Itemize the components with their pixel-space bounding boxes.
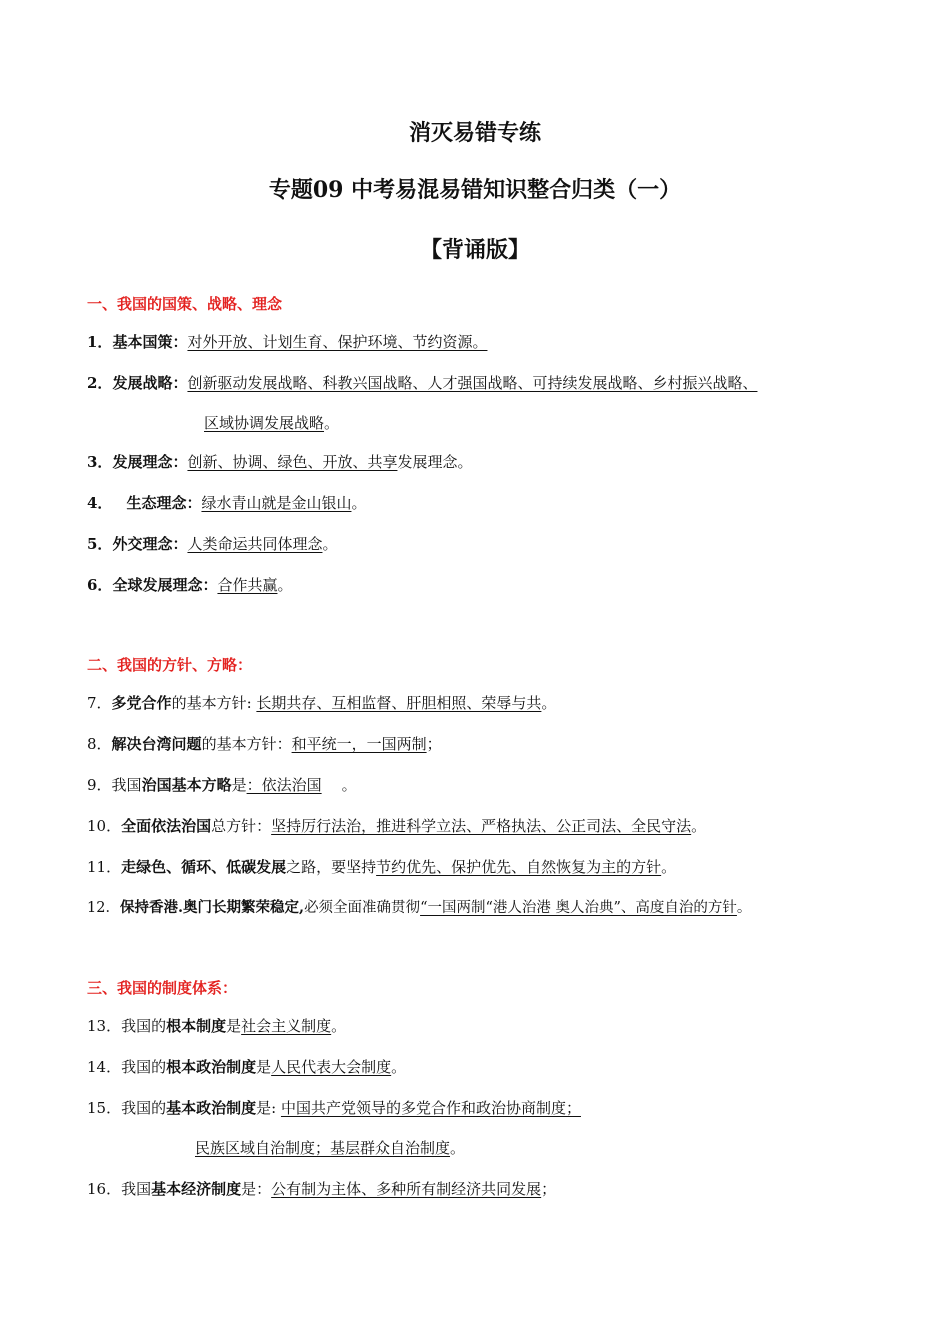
item-connector: 是 bbox=[256, 1058, 272, 1076]
item-tail: 。 bbox=[391, 1058, 407, 1076]
list-item bbox=[87, 775, 357, 795]
list-item bbox=[87, 373, 757, 393]
item-number: 14． bbox=[87, 1058, 122, 1076]
item-tail: 。 bbox=[450, 1139, 466, 1157]
item-keyword: 走绿色、循环、低碳发展 bbox=[121, 858, 287, 876]
item-number: 15． bbox=[87, 1099, 122, 1117]
item-prefix: 我国 bbox=[121, 1180, 152, 1198]
item-answer: “一国两制“港人治港 奥人治典”、高度自治的方针 bbox=[420, 900, 737, 916]
list-item-continuation bbox=[204, 413, 339, 433]
item-connector: 必须全面准确贯彻 bbox=[304, 900, 421, 916]
item-label: 发展理念： bbox=[112, 453, 188, 471]
item-tail: 。 bbox=[341, 776, 357, 794]
item-connector: 是 bbox=[226, 1017, 242, 1035]
item-number: 3． bbox=[87, 453, 113, 471]
item-number: 9． bbox=[87, 776, 112, 794]
item-keyword: 多党合作 bbox=[111, 694, 172, 712]
item-number: 1． bbox=[87, 333, 113, 351]
item-answer: 坚持厉行法治，推进科学立法、严格执法、公正司法、全民守法 bbox=[271, 817, 692, 835]
item-tail: 。 bbox=[322, 535, 338, 553]
item-tail: 。 bbox=[661, 858, 677, 876]
item-answer: 人类命运共同体理念 bbox=[187, 535, 323, 553]
item-tail: 。 bbox=[324, 414, 340, 432]
item-connector: 的基本方针： bbox=[201, 735, 292, 753]
item-answer: 长期共存、互相监督、肝胆相照、荣辱与共 bbox=[256, 694, 542, 712]
item-tail: 。 bbox=[331, 1017, 347, 1035]
item-tail: 。 bbox=[736, 900, 752, 916]
main-title: 消灭易错专练 bbox=[408, 120, 541, 146]
list-item bbox=[87, 452, 472, 472]
section-heading-1: 一、我国的国策、战略、理念 bbox=[87, 295, 283, 313]
item-answer: 民族区域自治制度；基层群众自治制度 bbox=[195, 1139, 451, 1157]
item-number: 5． bbox=[87, 535, 113, 553]
item-tail: 。 bbox=[691, 817, 707, 835]
list-item bbox=[87, 857, 676, 877]
list-item bbox=[87, 1016, 346, 1036]
list-item bbox=[87, 575, 292, 595]
item-answer: 合作共赢 bbox=[217, 576, 278, 594]
item-keyword: 治国基本方略 bbox=[141, 776, 232, 794]
item-number: 12． bbox=[87, 900, 120, 916]
item-label: 外交理念： bbox=[112, 535, 188, 553]
item-answer: 绿水青山就是金山银山 bbox=[201, 494, 352, 512]
list-item bbox=[87, 734, 442, 754]
item-number: 13． bbox=[87, 1017, 122, 1035]
item-tail: 发展理念。 bbox=[397, 453, 473, 471]
item-number: 6． bbox=[87, 576, 113, 594]
item-prefix: 我国的 bbox=[121, 1017, 167, 1035]
item-keyword: 解决台湾问题 bbox=[111, 735, 202, 753]
list-item bbox=[87, 534, 337, 554]
item-answer: 区域协调发展战略 bbox=[204, 414, 325, 432]
list-item-continuation bbox=[195, 1138, 465, 1158]
item-answer: 节约优先、保护优先、自然恢复为主的方针 bbox=[376, 858, 662, 876]
list-item bbox=[87, 1057, 406, 1077]
item-connector: 的基本方针: bbox=[171, 694, 257, 712]
item-keyword: 保持香港.奥门长期繁荣稳定, bbox=[119, 899, 305, 916]
item-label: 基本国策： bbox=[112, 333, 188, 351]
item-keyword: 基本政治制度 bbox=[166, 1099, 257, 1117]
list-item bbox=[87, 816, 706, 836]
item-prefix: 我国 bbox=[111, 776, 142, 794]
item-number: 7． bbox=[87, 694, 112, 712]
item-keyword: 全面依法治国 bbox=[121, 817, 212, 835]
item-label: 全球发展理念： bbox=[112, 576, 218, 594]
item-tail: 。 bbox=[541, 694, 557, 712]
item-connector: 是 bbox=[231, 776, 247, 794]
item-answer: 公有制为主体、多种所有制经济共同发展 bbox=[271, 1180, 542, 1198]
item-connector: 是: bbox=[256, 1099, 281, 1117]
item-prefix: 我国的 bbox=[121, 1099, 167, 1117]
list-item bbox=[87, 693, 556, 713]
list-item bbox=[87, 493, 366, 513]
item-tail: ； bbox=[426, 735, 442, 753]
version-label: 【背诵版】 bbox=[419, 237, 530, 263]
subtitle: 专题09 中考易混易错知识整合归类（一） bbox=[268, 177, 682, 203]
item-prefix: 我国的 bbox=[121, 1058, 167, 1076]
item-label: 生态理念： bbox=[126, 494, 202, 512]
item-connector: 是： bbox=[241, 1180, 272, 1198]
item-number: 16． bbox=[87, 1180, 122, 1198]
item-connector: 之路，要坚持 bbox=[286, 858, 377, 876]
item-answer: 创新驱动发展战略、科教兴国战略、人才强国战略、可持续发展战略、乡村振兴战略、 bbox=[187, 374, 758, 392]
item-number: 2． bbox=[87, 374, 113, 392]
item-keyword: 根本制度 bbox=[166, 1017, 227, 1035]
item-answer: ：依法治国 bbox=[246, 776, 322, 794]
item-label: 发展战略： bbox=[112, 374, 188, 392]
item-keyword: 根本政治制度 bbox=[166, 1058, 257, 1076]
item-tail: ； bbox=[541, 1180, 557, 1198]
item-answer: 和平统一，一国两制 bbox=[291, 735, 427, 753]
list-item bbox=[87, 1179, 556, 1199]
item-tail: 。 bbox=[277, 576, 293, 594]
item-keyword: 基本经济制度 bbox=[151, 1180, 242, 1198]
list-item bbox=[87, 1098, 581, 1118]
item-connector: 总方针： bbox=[211, 817, 272, 835]
item-answer: 对外开放、计划生育、保护环境、节约资源。 bbox=[187, 333, 488, 351]
item-tail: 。 bbox=[351, 494, 367, 512]
list-item bbox=[87, 332, 487, 352]
item-number: 4． bbox=[87, 494, 113, 512]
item-number: 11． bbox=[87, 858, 122, 876]
item-answer: 社会主义制度 bbox=[241, 1017, 332, 1035]
list-item bbox=[87, 898, 751, 918]
item-number: 10． bbox=[87, 817, 122, 835]
item-answer: 创新、协调、绿色、开放、共享 bbox=[187, 453, 398, 471]
section-heading-3: 三、我国的制度体系： bbox=[87, 979, 238, 997]
item-number: 8． bbox=[87, 735, 112, 753]
item-answer: 中国共产党领导的多党合作和政治协商制度； bbox=[280, 1099, 581, 1117]
item-answer: 人民代表大会制度 bbox=[271, 1058, 392, 1076]
section-heading-2: 二、我国的方针、方略： bbox=[87, 656, 253, 674]
